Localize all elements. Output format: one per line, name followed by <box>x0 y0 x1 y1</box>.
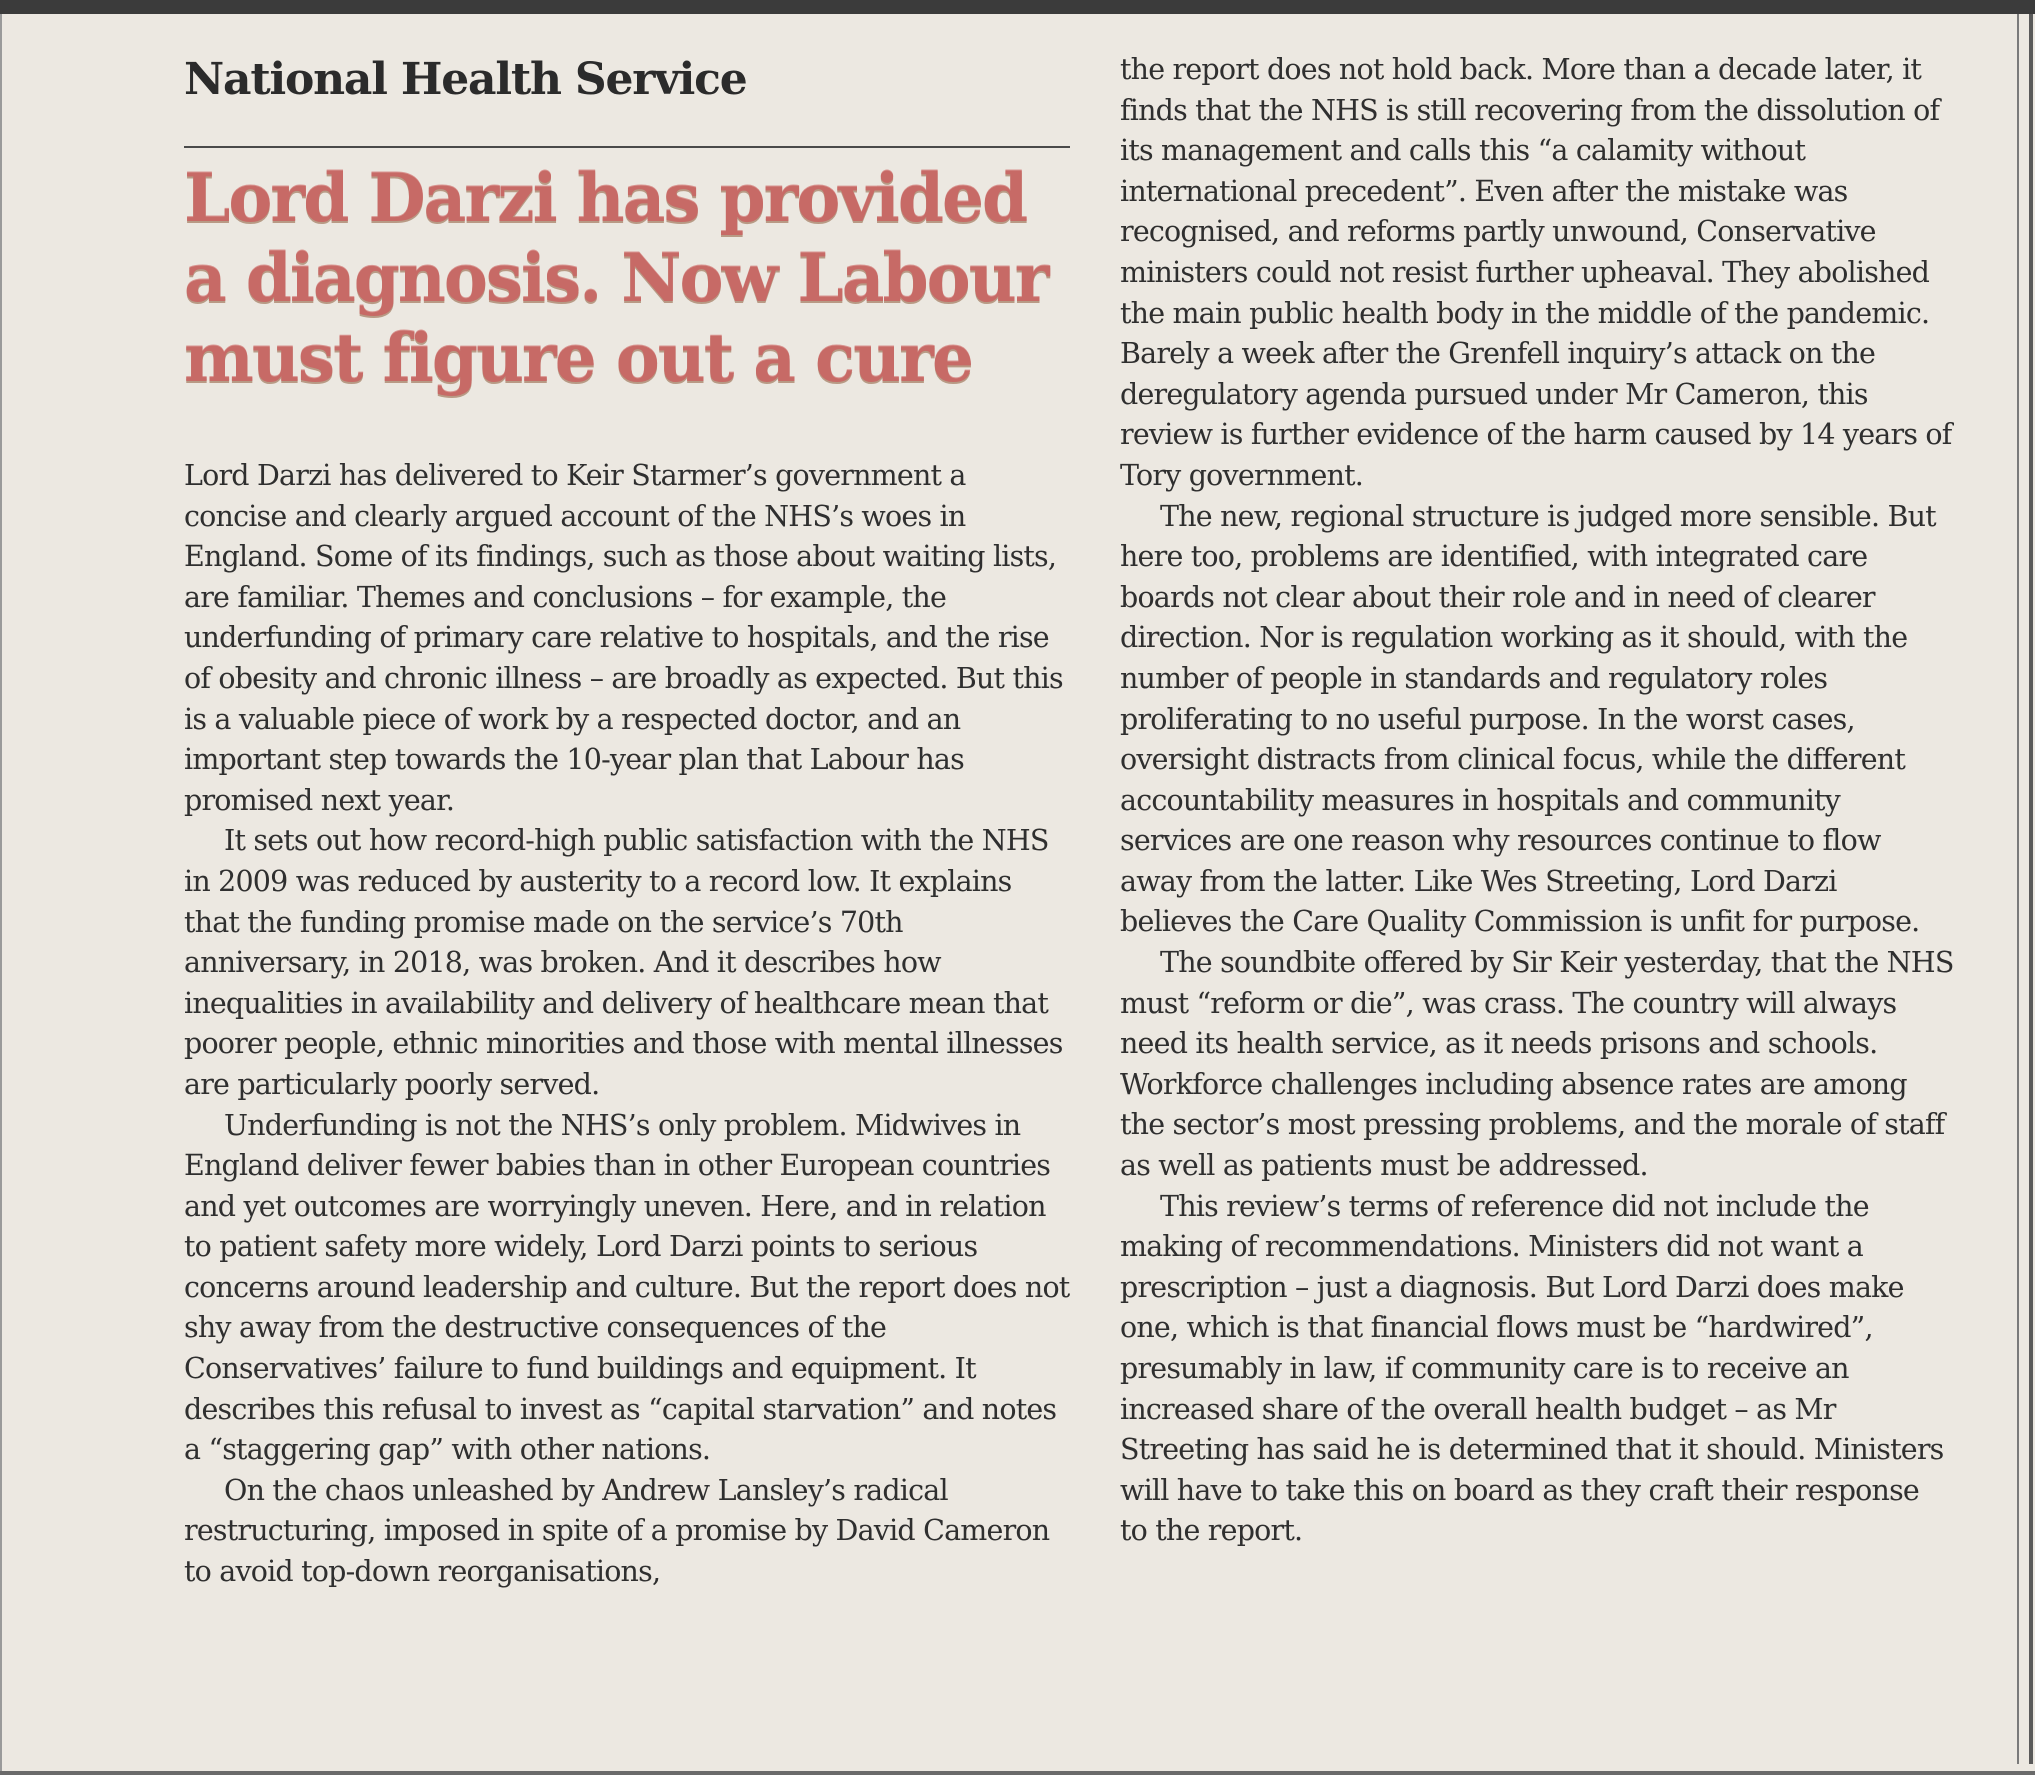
editorial-article <box>184 40 1954 1740</box>
left-border-rule <box>0 14 2 1774</box>
paragraph: the report does not hold back. More than a decade later, it finds that the NHS is still recovering from the dissolution of its management and calls this “a calamity without international precedent”. Even after the mistake was recognised, and reforms partly unwound, Conservative ministers could not resist further upheaval. They abolished the main public health body in the middle of the pandemic. Barely a week after the Grenfell inquiry’s attack on the deregulatory agenda pursued under Mr Cameron, this review is further evidence of the harm caused by 14 years of Tory government. <box>1120 53 1952 492</box>
section-title: National Health Service <box>184 54 747 105</box>
paragraph: Underfunding is not the NHS’s only problem. Midwives in England deliver fewer babies than in other European countries and yet outcomes are worryingly uneven. Here, and in relation to patient safety more widely, Lord Darzi points to serious concerns around leadership and culture. But the report does not shy away from the destructive consequences of the Conservatives’ failure to fund buildings and equipment. It describes this refusal to invest as “capital starvation” and notes a “staggering gap” with other nations. <box>184 1108 1070 1467</box>
body-left <box>184 456 1074 1593</box>
paragraph: The soundbite offered by Sir Keir yesterday, that the NHS must “reform or die”, was crass. The country will always need its health service, as it needs prisons and schools. Workforce challenges including absence rates are among the sector’s most pressing problems, and the morale of staff as well as patients must be addressed. <box>1120 946 1954 1183</box>
headline: Lord Darzi has provided a diagnosis. Now Labour must figure out a cure <box>184 159 1048 397</box>
right-column <box>1120 50 1954 1552</box>
section-divider <box>184 146 1070 148</box>
body-right <box>1120 50 1954 1552</box>
right-inner-rule <box>2017 14 2019 1764</box>
paragraph: Lord Darzi has delivered to Keir Starmer’s government a concise and clearly argued account of the NHS’s woes in England. Some of its findings, such as those about waiting lists, are familiar. Themes and conclusions – for example, the underfunding of primary care relative to hospitals, and the rise of obesity and chronic illness – are broadly as expected. But this is a valuable piece of work by a respected doctor, and an important step towards the 10-year plan that Labour has promised next year. <box>184 459 1063 817</box>
paragraph: The new, regional structure is judged more sensible. But here too, problems are identified, with integrated care boards not clear about their role and in need of clearer direction. Nor is regulation working as it should, with the number of people in standards and regulatory roles proliferating to no useful purpose. In the worst cases, oversight distracts from clinical focus, while the different accountability measures in hospitals and community services are one reason why resources continue to flow away from the latter. Like Wes Streeting, Lord Darzi believes the Care Quality Commission is unfit for purpose. <box>1120 499 1936 939</box>
paragraph: It sets out how record-high public satisfaction with the NHS in 2009 was reduced by austerity to a record low. It explains that the funding promise made on the service’s 70th anniversary, in 2018, was broken. And it describes how inequalities in availability and delivery of healthcare mean that poorer people, ethnic minorities and those with mental illnesses are particularly poorly served. <box>184 824 1063 1101</box>
top-border-rule <box>0 0 2035 14</box>
right-border-rule <box>2029 14 2033 1764</box>
left-column <box>184 40 1074 1593</box>
bottom-border-rule <box>0 1771 2035 1775</box>
paragraph: This review’s terms of reference did not include the making of recommendations. Ministers did not want a prescription – just a diagnosis. But Lord Darzi does make one, which is that financial flows must be “hardwired”, presumably in law, if community care is to receive an increased share of the overall health budget – as Mr Streeting has said he is determined that it should. Ministers will have to take this on board as they craft their response to the report. <box>1120 1189 1944 1548</box>
paragraph: On the chaos unleashed by Andrew Lansley’s radical restructuring, imposed in spite of a promise by David Cameron to avoid top-down reorganisations, <box>184 1473 1050 1589</box>
